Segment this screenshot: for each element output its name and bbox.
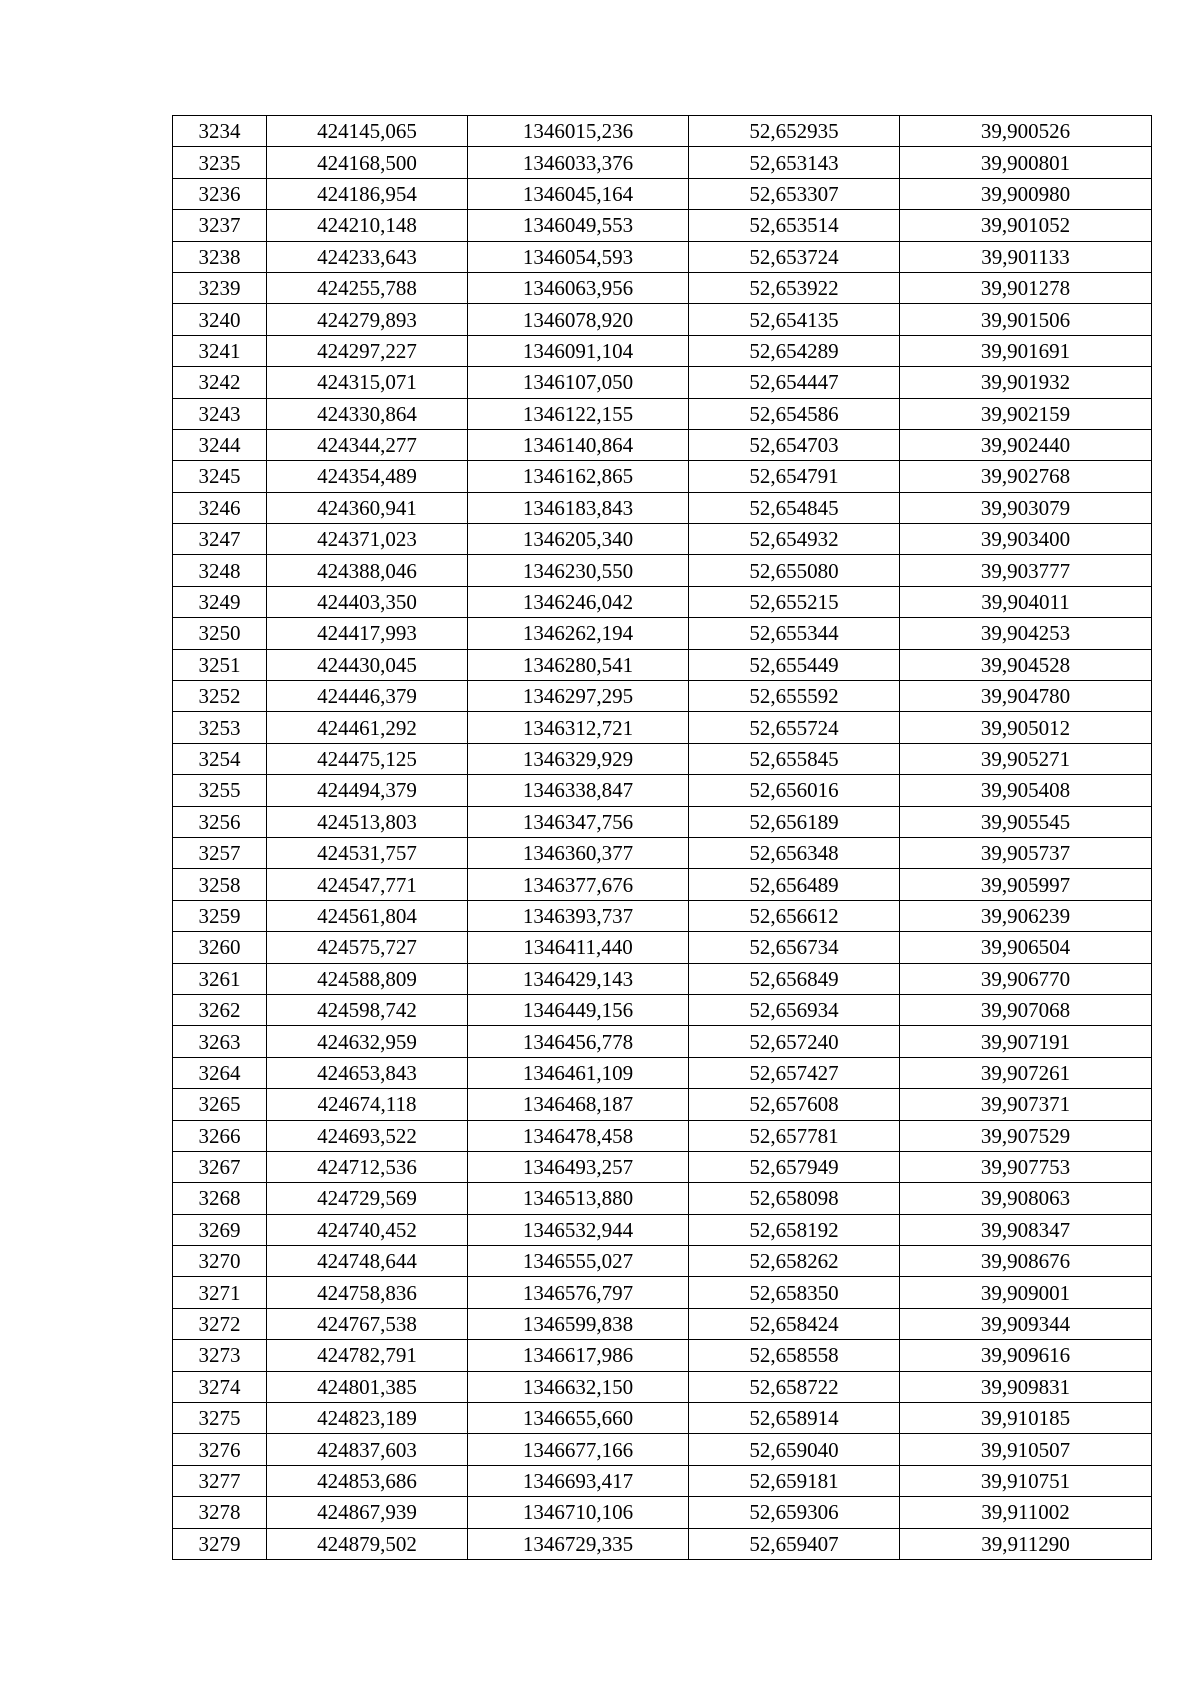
x-coordinate-cell: 424867,939 <box>267 1497 468 1528</box>
y-coordinate-cell: 1346710,106 <box>468 1497 689 1528</box>
longitude-cell: 39,909001 <box>900 1277 1152 1308</box>
x-coordinate-cell: 424233,643 <box>267 241 468 272</box>
longitude-cell: 39,908063 <box>900 1183 1152 1214</box>
longitude-cell: 39,907068 <box>900 994 1152 1025</box>
longitude-cell: 39,902440 <box>900 429 1152 460</box>
y-coordinate-cell: 1346033,376 <box>468 147 689 178</box>
x-coordinate-cell: 424575,727 <box>267 932 468 963</box>
x-coordinate-cell: 424297,227 <box>267 335 468 366</box>
y-coordinate-cell: 1346576,797 <box>468 1277 689 1308</box>
x-coordinate-cell: 424417,993 <box>267 618 468 649</box>
x-coordinate-cell: 424344,277 <box>267 429 468 460</box>
point-number-cell: 3236 <box>173 178 267 209</box>
x-coordinate-cell: 424801,385 <box>267 1371 468 1402</box>
longitude-cell: 39,906504 <box>900 932 1152 963</box>
point-number-cell: 3251 <box>173 649 267 680</box>
x-coordinate-cell: 424168,500 <box>267 147 468 178</box>
latitude-cell: 52,658098 <box>689 1183 900 1214</box>
latitude-cell: 52,656489 <box>689 869 900 900</box>
longitude-cell: 39,907371 <box>900 1089 1152 1120</box>
table-row <box>173 1214 1152 1245</box>
longitude-cell: 39,909616 <box>900 1340 1152 1371</box>
latitude-cell: 52,655449 <box>689 649 900 680</box>
table-row <box>173 837 1152 868</box>
longitude-cell: 39,905545 <box>900 806 1152 837</box>
x-coordinate-cell: 424186,954 <box>267 178 468 209</box>
y-coordinate-cell: 1346045,164 <box>468 178 689 209</box>
x-coordinate-cell: 424823,189 <box>267 1403 468 1434</box>
table-row <box>173 1403 1152 1434</box>
longitude-cell: 39,900801 <box>900 147 1152 178</box>
x-coordinate-cell: 424740,452 <box>267 1214 468 1245</box>
latitude-cell: 52,654135 <box>689 304 900 335</box>
y-coordinate-cell: 1346599,838 <box>468 1308 689 1339</box>
latitude-cell: 52,659407 <box>689 1528 900 1559</box>
table-row <box>173 1089 1152 1120</box>
x-coordinate-cell: 424837,603 <box>267 1434 468 1465</box>
table-row <box>173 743 1152 774</box>
longitude-cell: 39,900526 <box>900 116 1152 147</box>
table-row <box>173 1057 1152 1088</box>
table-row <box>173 492 1152 523</box>
y-coordinate-cell: 1346468,187 <box>468 1089 689 1120</box>
point-number-cell: 3255 <box>173 775 267 806</box>
x-coordinate-cell: 424430,045 <box>267 649 468 680</box>
point-number-cell: 3270 <box>173 1246 267 1277</box>
point-number-cell: 3273 <box>173 1340 267 1371</box>
y-coordinate-cell: 1346205,340 <box>468 524 689 555</box>
latitude-cell: 52,658722 <box>689 1371 900 1402</box>
point-number-cell: 3271 <box>173 1277 267 1308</box>
table-row <box>173 869 1152 900</box>
point-number-cell: 3238 <box>173 241 267 272</box>
y-coordinate-cell: 1346183,843 <box>468 492 689 523</box>
latitude-cell: 52,653143 <box>689 147 900 178</box>
longitude-cell: 39,907261 <box>900 1057 1152 1088</box>
point-number-cell: 3279 <box>173 1528 267 1559</box>
point-number-cell: 3244 <box>173 429 267 460</box>
longitude-cell: 39,902768 <box>900 461 1152 492</box>
latitude-cell: 52,655215 <box>689 586 900 617</box>
point-number-cell: 3261 <box>173 963 267 994</box>
point-number-cell: 3263 <box>173 1026 267 1057</box>
longitude-cell: 39,905997 <box>900 869 1152 900</box>
y-coordinate-cell: 1346140,864 <box>468 429 689 460</box>
x-coordinate-cell: 424461,292 <box>267 712 468 743</box>
x-coordinate-cell: 424782,791 <box>267 1340 468 1371</box>
longitude-cell: 39,908347 <box>900 1214 1152 1245</box>
point-number-cell: 3235 <box>173 147 267 178</box>
point-number-cell: 3274 <box>173 1371 267 1402</box>
y-coordinate-cell: 1346617,986 <box>468 1340 689 1371</box>
y-coordinate-cell: 1346693,417 <box>468 1465 689 1496</box>
latitude-cell: 52,656934 <box>689 994 900 1025</box>
y-coordinate-cell: 1346015,236 <box>468 116 689 147</box>
point-number-cell: 3278 <box>173 1497 267 1528</box>
table-row <box>173 1528 1152 1559</box>
x-coordinate-cell: 424729,569 <box>267 1183 468 1214</box>
table-row <box>173 210 1152 241</box>
longitude-cell: 39,906239 <box>900 900 1152 931</box>
table-row <box>173 1183 1152 1214</box>
table-row <box>173 994 1152 1025</box>
point-number-cell: 3266 <box>173 1120 267 1151</box>
y-coordinate-cell: 1346312,721 <box>468 712 689 743</box>
x-coordinate-cell: 424494,379 <box>267 775 468 806</box>
y-coordinate-cell: 1346297,295 <box>468 681 689 712</box>
y-coordinate-cell: 1346280,541 <box>468 649 689 680</box>
longitude-cell: 39,902159 <box>900 398 1152 429</box>
table-row <box>173 932 1152 963</box>
table-row <box>173 1246 1152 1277</box>
table-row <box>173 775 1152 806</box>
latitude-cell: 52,653307 <box>689 178 900 209</box>
longitude-cell: 39,901052 <box>900 210 1152 241</box>
point-number-cell: 3247 <box>173 524 267 555</box>
point-number-cell: 3246 <box>173 492 267 523</box>
latitude-cell: 52,652935 <box>689 116 900 147</box>
point-number-cell: 3245 <box>173 461 267 492</box>
point-number-cell: 3269 <box>173 1214 267 1245</box>
table-row <box>173 1277 1152 1308</box>
longitude-cell: 39,907753 <box>900 1151 1152 1182</box>
x-coordinate-cell: 424767,538 <box>267 1308 468 1339</box>
latitude-cell: 52,658424 <box>689 1308 900 1339</box>
latitude-cell: 52,654791 <box>689 461 900 492</box>
x-coordinate-cell: 424210,148 <box>267 210 468 241</box>
y-coordinate-cell: 1346513,880 <box>468 1183 689 1214</box>
point-number-cell: 3268 <box>173 1183 267 1214</box>
point-number-cell: 3259 <box>173 900 267 931</box>
table-row <box>173 461 1152 492</box>
longitude-cell: 39,905271 <box>900 743 1152 774</box>
table-row <box>173 681 1152 712</box>
longitude-cell: 39,901691 <box>900 335 1152 366</box>
x-coordinate-cell: 424632,959 <box>267 1026 468 1057</box>
y-coordinate-cell: 1346532,944 <box>468 1214 689 1245</box>
longitude-cell: 39,910185 <box>900 1403 1152 1434</box>
y-coordinate-cell: 1346632,150 <box>468 1371 689 1402</box>
table-row <box>173 963 1152 994</box>
y-coordinate-cell: 1346122,155 <box>468 398 689 429</box>
point-number-cell: 3277 <box>173 1465 267 1496</box>
longitude-cell: 39,905408 <box>900 775 1152 806</box>
y-coordinate-cell: 1346493,257 <box>468 1151 689 1182</box>
point-number-cell: 3242 <box>173 367 267 398</box>
y-coordinate-cell: 1346393,737 <box>468 900 689 931</box>
y-coordinate-cell: 1346429,143 <box>468 963 689 994</box>
latitude-cell: 52,658192 <box>689 1214 900 1245</box>
table-row <box>173 178 1152 209</box>
longitude-cell: 39,901506 <box>900 304 1152 335</box>
y-coordinate-cell: 1346655,660 <box>468 1403 689 1434</box>
latitude-cell: 52,657427 <box>689 1057 900 1088</box>
x-coordinate-cell: 424513,803 <box>267 806 468 837</box>
y-coordinate-cell: 1346329,929 <box>468 743 689 774</box>
longitude-cell: 39,907191 <box>900 1026 1152 1057</box>
table-row <box>173 1026 1152 1057</box>
latitude-cell: 52,655080 <box>689 555 900 586</box>
longitude-cell: 39,901133 <box>900 241 1152 272</box>
latitude-cell: 52,653922 <box>689 272 900 303</box>
y-coordinate-cell: 1346478,458 <box>468 1120 689 1151</box>
longitude-cell: 39,910507 <box>900 1434 1152 1465</box>
longitude-cell: 39,901932 <box>900 367 1152 398</box>
longitude-cell: 39,909831 <box>900 1371 1152 1402</box>
coordinates-table-body <box>173 116 1152 1560</box>
table-row <box>173 618 1152 649</box>
x-coordinate-cell: 424879,502 <box>267 1528 468 1559</box>
longitude-cell: 39,904011 <box>900 586 1152 617</box>
x-coordinate-cell: 424475,125 <box>267 743 468 774</box>
x-coordinate-cell: 424588,809 <box>267 963 468 994</box>
point-number-cell: 3267 <box>173 1151 267 1182</box>
point-number-cell: 3264 <box>173 1057 267 1088</box>
x-coordinate-cell: 424853,686 <box>267 1465 468 1496</box>
y-coordinate-cell: 1346729,335 <box>468 1528 689 1559</box>
point-number-cell: 3250 <box>173 618 267 649</box>
y-coordinate-cell: 1346230,550 <box>468 555 689 586</box>
longitude-cell: 39,901278 <box>900 272 1152 303</box>
y-coordinate-cell: 1346377,676 <box>468 869 689 900</box>
latitude-cell: 52,656612 <box>689 900 900 931</box>
x-coordinate-cell: 424674,118 <box>267 1089 468 1120</box>
table-row <box>173 806 1152 837</box>
y-coordinate-cell: 1346078,920 <box>468 304 689 335</box>
table-row <box>173 586 1152 617</box>
latitude-cell: 52,653514 <box>689 210 900 241</box>
x-coordinate-cell: 424371,023 <box>267 524 468 555</box>
x-coordinate-cell: 424693,522 <box>267 1120 468 1151</box>
point-number-cell: 3254 <box>173 743 267 774</box>
table-row <box>173 272 1152 303</box>
x-coordinate-cell: 424748,644 <box>267 1246 468 1277</box>
point-number-cell: 3252 <box>173 681 267 712</box>
table-row <box>173 429 1152 460</box>
longitude-cell: 39,903079 <box>900 492 1152 523</box>
latitude-cell: 52,656016 <box>689 775 900 806</box>
x-coordinate-cell: 424758,836 <box>267 1277 468 1308</box>
y-coordinate-cell: 1346555,027 <box>468 1246 689 1277</box>
longitude-cell: 39,911290 <box>900 1528 1152 1559</box>
longitude-cell: 39,907529 <box>900 1120 1152 1151</box>
table-row <box>173 1371 1152 1402</box>
point-number-cell: 3239 <box>173 272 267 303</box>
x-coordinate-cell: 424561,804 <box>267 900 468 931</box>
longitude-cell: 39,910751 <box>900 1465 1152 1496</box>
y-coordinate-cell: 1346360,377 <box>468 837 689 868</box>
y-coordinate-cell: 1346456,778 <box>468 1026 689 1057</box>
latitude-cell: 52,658262 <box>689 1246 900 1277</box>
y-coordinate-cell: 1346449,156 <box>468 994 689 1025</box>
longitude-cell: 39,904780 <box>900 681 1152 712</box>
x-coordinate-cell: 424255,788 <box>267 272 468 303</box>
latitude-cell: 52,656348 <box>689 837 900 868</box>
longitude-cell: 39,903400 <box>900 524 1152 555</box>
latitude-cell: 52,657240 <box>689 1026 900 1057</box>
table-row <box>173 304 1152 335</box>
longitude-cell: 39,908676 <box>900 1246 1152 1277</box>
table-row <box>173 1151 1152 1182</box>
point-number-cell: 3249 <box>173 586 267 617</box>
longitude-cell: 39,905012 <box>900 712 1152 743</box>
latitude-cell: 52,655845 <box>689 743 900 774</box>
longitude-cell: 39,904253 <box>900 618 1152 649</box>
latitude-cell: 52,657781 <box>689 1120 900 1151</box>
y-coordinate-cell: 1346063,956 <box>468 272 689 303</box>
latitude-cell: 52,659181 <box>689 1465 900 1496</box>
x-coordinate-cell: 424279,893 <box>267 304 468 335</box>
longitude-cell: 39,911002 <box>900 1497 1152 1528</box>
y-coordinate-cell: 1346677,166 <box>468 1434 689 1465</box>
latitude-cell: 52,654447 <box>689 367 900 398</box>
point-number-cell: 3243 <box>173 398 267 429</box>
point-number-cell: 3256 <box>173 806 267 837</box>
latitude-cell: 52,659306 <box>689 1497 900 1528</box>
point-number-cell: 3240 <box>173 304 267 335</box>
table-row <box>173 241 1152 272</box>
y-coordinate-cell: 1346162,865 <box>468 461 689 492</box>
y-coordinate-cell: 1346107,050 <box>468 367 689 398</box>
x-coordinate-cell: 424403,350 <box>267 586 468 617</box>
latitude-cell: 52,654845 <box>689 492 900 523</box>
x-coordinate-cell: 424354,489 <box>267 461 468 492</box>
y-coordinate-cell: 1346411,440 <box>468 932 689 963</box>
latitude-cell: 52,654932 <box>689 524 900 555</box>
table-row <box>173 1340 1152 1371</box>
latitude-cell: 52,658350 <box>689 1277 900 1308</box>
latitude-cell: 52,655724 <box>689 712 900 743</box>
y-coordinate-cell: 1346461,109 <box>468 1057 689 1088</box>
table-row <box>173 1465 1152 1496</box>
table-row <box>173 1308 1152 1339</box>
latitude-cell: 52,654586 <box>689 398 900 429</box>
longitude-cell: 39,909344 <box>900 1308 1152 1339</box>
x-coordinate-cell: 424531,757 <box>267 837 468 868</box>
point-number-cell: 3262 <box>173 994 267 1025</box>
table-row <box>173 1497 1152 1528</box>
table-row <box>173 116 1152 147</box>
y-coordinate-cell: 1346262,194 <box>468 618 689 649</box>
latitude-cell: 52,654703 <box>689 429 900 460</box>
x-coordinate-cell: 424598,742 <box>267 994 468 1025</box>
point-number-cell: 3260 <box>173 932 267 963</box>
latitude-cell: 52,656189 <box>689 806 900 837</box>
point-number-cell: 3248 <box>173 555 267 586</box>
latitude-cell: 52,657608 <box>689 1089 900 1120</box>
x-coordinate-cell: 424388,046 <box>267 555 468 586</box>
y-coordinate-cell: 1346054,593 <box>468 241 689 272</box>
x-coordinate-cell: 424315,071 <box>267 367 468 398</box>
table-row <box>173 1434 1152 1465</box>
table-row <box>173 649 1152 680</box>
point-number-cell: 3253 <box>173 712 267 743</box>
coordinates-table <box>172 115 1152 1560</box>
table-row <box>173 524 1152 555</box>
point-number-cell: 3265 <box>173 1089 267 1120</box>
table-row <box>173 712 1152 743</box>
x-coordinate-cell: 424145,065 <box>267 116 468 147</box>
latitude-cell: 52,654289 <box>689 335 900 366</box>
point-number-cell: 3234 <box>173 116 267 147</box>
latitude-cell: 52,656849 <box>689 963 900 994</box>
longitude-cell: 39,903777 <box>900 555 1152 586</box>
point-number-cell: 3272 <box>173 1308 267 1339</box>
latitude-cell: 52,653724 <box>689 241 900 272</box>
longitude-cell: 39,905737 <box>900 837 1152 868</box>
table-row <box>173 555 1152 586</box>
x-coordinate-cell: 424547,771 <box>267 869 468 900</box>
y-coordinate-cell: 1346049,553 <box>468 210 689 241</box>
table-row <box>173 398 1152 429</box>
latitude-cell: 52,657949 <box>689 1151 900 1182</box>
latitude-cell: 52,658558 <box>689 1340 900 1371</box>
table-row <box>173 1120 1152 1151</box>
x-coordinate-cell: 424712,536 <box>267 1151 468 1182</box>
point-number-cell: 3276 <box>173 1434 267 1465</box>
table-row <box>173 147 1152 178</box>
longitude-cell: 39,906770 <box>900 963 1152 994</box>
longitude-cell: 39,904528 <box>900 649 1152 680</box>
x-coordinate-cell: 424360,941 <box>267 492 468 523</box>
x-coordinate-cell: 424446,379 <box>267 681 468 712</box>
x-coordinate-cell: 424330,864 <box>267 398 468 429</box>
table-row <box>173 335 1152 366</box>
longitude-cell: 39,900980 <box>900 178 1152 209</box>
point-number-cell: 3258 <box>173 869 267 900</box>
point-number-cell: 3275 <box>173 1403 267 1434</box>
latitude-cell: 52,655344 <box>689 618 900 649</box>
latitude-cell: 52,659040 <box>689 1434 900 1465</box>
point-number-cell: 3257 <box>173 837 267 868</box>
x-coordinate-cell: 424653,843 <box>267 1057 468 1088</box>
latitude-cell: 52,658914 <box>689 1403 900 1434</box>
y-coordinate-cell: 1346246,042 <box>468 586 689 617</box>
table-row <box>173 367 1152 398</box>
y-coordinate-cell: 1346091,104 <box>468 335 689 366</box>
y-coordinate-cell: 1346347,756 <box>468 806 689 837</box>
y-coordinate-cell: 1346338,847 <box>468 775 689 806</box>
latitude-cell: 52,656734 <box>689 932 900 963</box>
table-row <box>173 900 1152 931</box>
latitude-cell: 52,655592 <box>689 681 900 712</box>
point-number-cell: 3237 <box>173 210 267 241</box>
point-number-cell: 3241 <box>173 335 267 366</box>
